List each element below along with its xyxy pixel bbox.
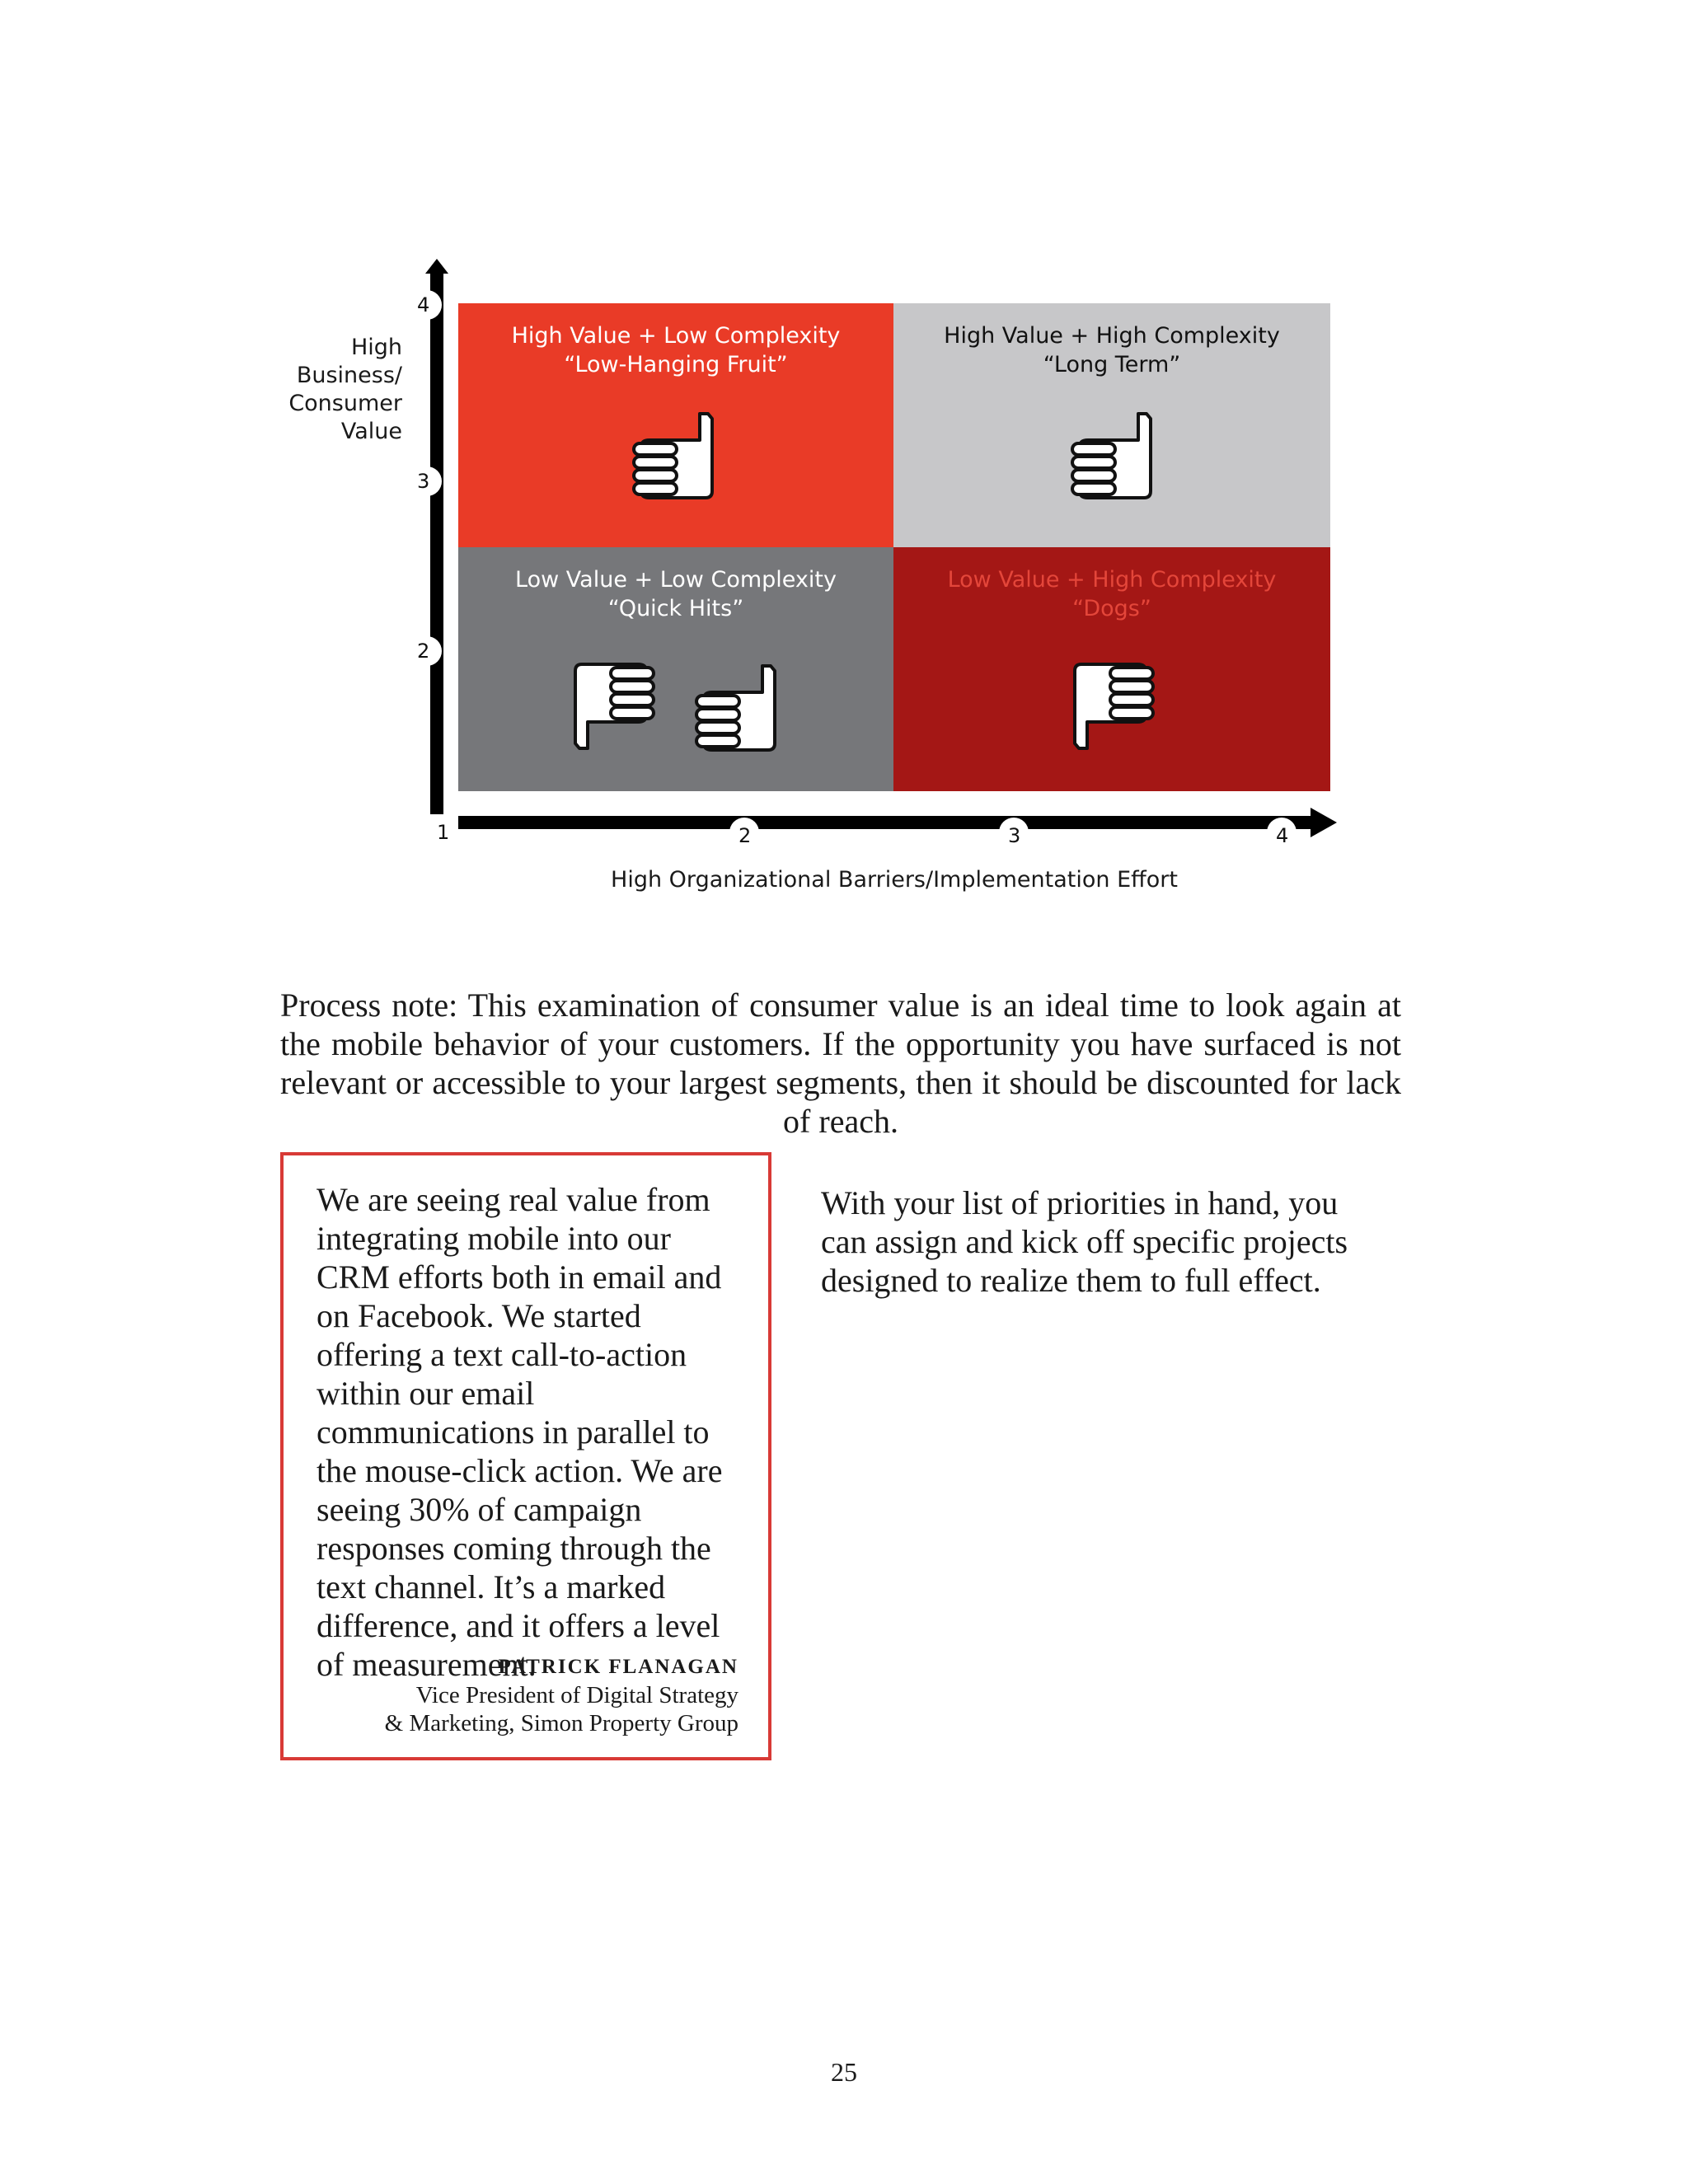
y-tick-label: 1	[437, 821, 450, 844]
quadrant-title: Low Value + Low Complexity	[515, 567, 837, 593]
process-note: Process note: This examination of consumer value is an ideal time to look again at the mobile behavior of your customers. If the opportunity you have surfaced is not relevant or accessible to your largest segments, then it should be discounted for lack of reach.	[280, 987, 1401, 1140]
x-tick-label: 2	[738, 824, 752, 847]
priorities-paragraph: With your list of priorities in hand, you can assign and kick off specific projects designed to realize them to full effect.	[821, 1184, 1348, 1299]
quadrant-low-hanging-fruit	[458, 303, 893, 547]
quadrant-subtitle: “Quick Hits”	[607, 596, 744, 621]
quadrant-long-term	[893, 303, 1330, 547]
y-tick-label: 3	[417, 470, 430, 493]
thumbs-up-icon	[692, 661, 783, 753]
quote-author-title: Vice President of Digital Strategy	[415, 1682, 738, 1708]
quadrant-label	[458, 321, 893, 379]
y-axis-label-line: High	[350, 335, 402, 360]
y-axis-line	[430, 272, 443, 814]
quadrant-subtitle: “Long Term”	[1043, 352, 1181, 377]
y-tick-label: 2	[417, 640, 430, 663]
quadrant-subtitle: “Low-Hanging Fruit”	[564, 352, 788, 377]
thumbs-up-icon	[1068, 409, 1159, 501]
y-tick-label: 4	[417, 293, 430, 316]
quadrant-label	[893, 565, 1330, 623]
x-axis-arrowhead	[1311, 808, 1337, 837]
x-axis-line	[458, 816, 1324, 829]
quadrant-label	[458, 565, 893, 623]
quadrant-quick-hits	[458, 547, 893, 791]
x-axis-label: High Organizational Barriers/Implementation Effort	[611, 867, 1178, 893]
quadrant-title: High Value + Low Complexity	[511, 323, 841, 349]
y-axis-label-line: Business/	[296, 363, 402, 388]
thumbs-up-icon	[630, 409, 720, 501]
quote-author-name: PATRICK FLANAGAN	[498, 1656, 738, 1678]
quadrant-subtitle: “Dogs”	[1072, 596, 1151, 621]
quote-author-company: & Marketing, Simon Property Group	[384, 1710, 738, 1736]
thumbs-down-icon	[1067, 661, 1157, 753]
y-axis-label-line: Consumer	[288, 391, 402, 416]
y-axis-arrowhead	[425, 259, 448, 274]
pull-quote-box	[280, 1152, 771, 1760]
quadrant-title: Low Value + High Complexity	[947, 567, 1277, 593]
quote-attribution	[385, 1653, 738, 1737]
quadrant-label	[893, 321, 1330, 379]
x-tick-label: 3	[1008, 824, 1021, 847]
x-tick-label: 4	[1276, 824, 1289, 847]
quadrant-title: High Value + High Complexity	[944, 323, 1280, 349]
quadrant-dogs	[893, 547, 1330, 791]
pull-quote-text: We are seeing real value from integrating mobile into our CRM efforts both in email and on Facebook. We started offering a text call-to-action within our email communications in parallel to the mouse-click action. We are seeing 30% of campaign responses coming through the text channel. It’s a marked difference, and it offers a level of measurement.	[316, 1181, 723, 1683]
thumbs-down-icon	[567, 661, 658, 753]
page-number: 25	[831, 2057, 857, 2087]
y-axis-label-line: Value	[340, 419, 402, 444]
